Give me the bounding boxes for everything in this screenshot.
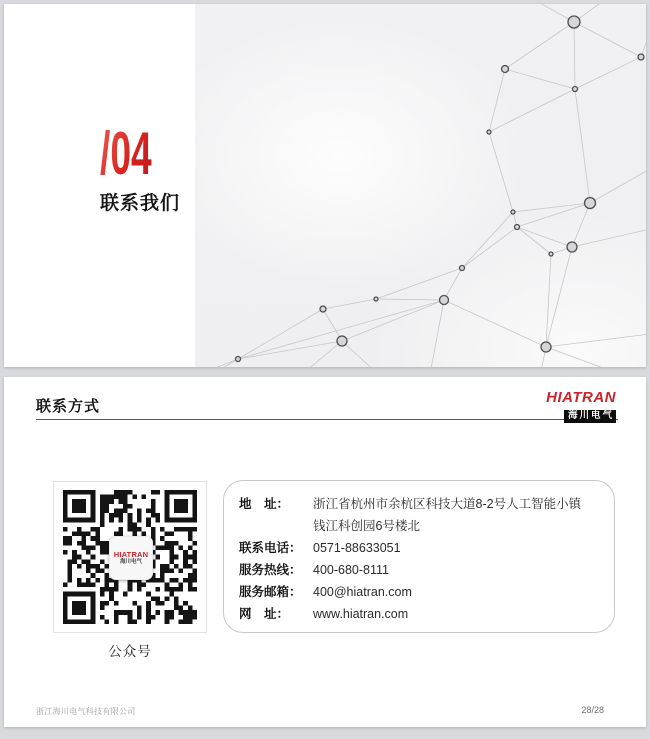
footer-page-number: 28/28 [581, 705, 604, 715]
contact-row-phone [239, 537, 596, 559]
slide-contact [4, 377, 646, 727]
qr-logo-brand-text: HIATRAN [113, 550, 149, 560]
qr-code-card [53, 481, 207, 633]
contact-row-email [239, 581, 596, 603]
contact-value: 400@hiatran.com [313, 585, 412, 599]
contact-value: www.hiatran.com [313, 607, 409, 621]
section-title: 联系我们 [100, 193, 181, 214]
contact-value [313, 493, 596, 537]
network-background-panel [195, 4, 646, 367]
section-number: /04 [100, 120, 152, 187]
address-line-1: 浙江省杭州市余杭区科技大道8-2号人工智能小镇 [313, 497, 582, 511]
contact-label: 网 址： [239, 607, 290, 621]
contact-row-address [239, 493, 596, 537]
qr-center-logo [109, 536, 153, 580]
company-logo [546, 390, 616, 423]
address-line-2: 钱江科创园6号楼北 [313, 519, 420, 533]
contact-row-hotline [239, 559, 596, 581]
contact-label: 服务邮箱： [239, 585, 302, 599]
logo-brand-text: HIATRAN [546, 389, 616, 406]
contact-label: 地 址： [239, 497, 290, 511]
header-divider [36, 419, 618, 420]
slide-section-cover [4, 4, 646, 367]
logo-brand-cn-text: 海川电气 [564, 410, 616, 423]
contact-info-panel [223, 480, 615, 633]
contact-value: 0571-88633051 [313, 541, 401, 555]
contact-label: 联系电话： [239, 541, 302, 555]
qr-logo-cn-text: 海川电气 [119, 559, 142, 566]
footer-company-name: 浙江海川电气科技有限公司 [36, 707, 136, 716]
qr-caption: 公众号 [108, 644, 152, 659]
contact-value: 400-680-8111 [313, 563, 389, 577]
network-graphic [195, 4, 646, 367]
page-title: 联系方式 [36, 398, 101, 415]
contact-label: 服务热线： [239, 563, 302, 577]
contact-row-website [239, 603, 596, 625]
